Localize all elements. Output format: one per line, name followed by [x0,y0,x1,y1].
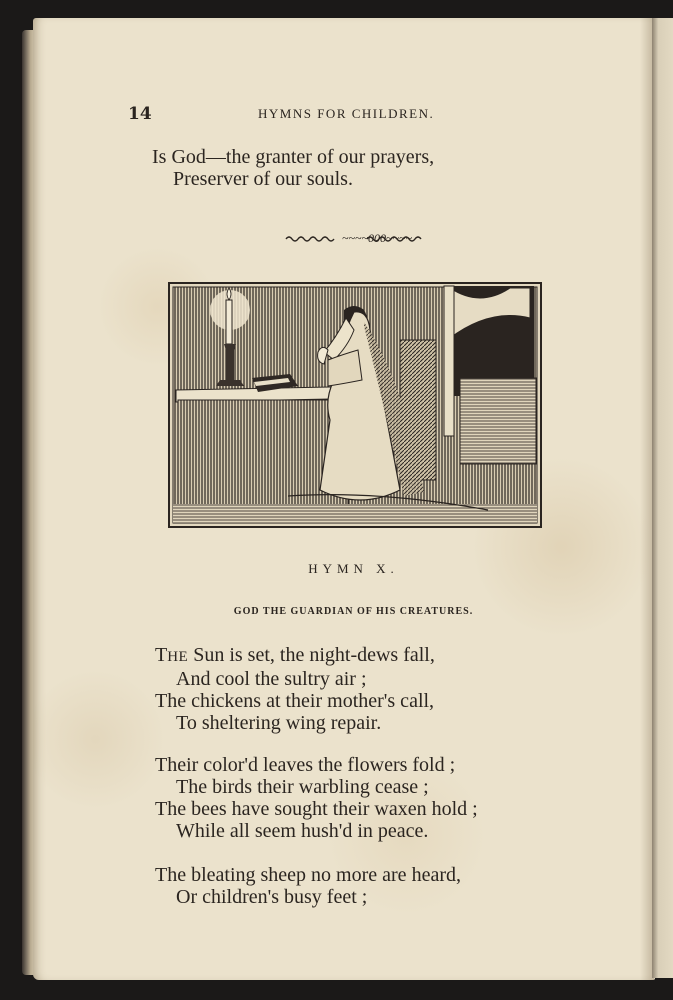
running-head [128,106,548,126]
verse-line: And cool the sultry air ; [176,668,367,690]
verse-line: To sheltering wing repair. [176,712,382,734]
verse-line-text: Sun is set, the night-dews fall, [193,644,435,666]
verse-line: Or children's busy feet ; [176,886,368,908]
verse-line: The bleating sheep no more are heard, [155,864,461,886]
facing-page-edge [652,18,673,978]
small-caps-rest: HE [167,649,189,665]
stanza-1 [155,644,435,734]
page-number: 14 [128,104,152,124]
verse-line [155,644,435,668]
hymn-number: HYMN X. [308,561,399,576]
hymn-title: GOD THE GUARDIAN OF HIS CREATURES. [233,606,474,617]
verse-line: Preserver of our souls. [173,168,353,190]
verse-line: The chickens at their mother's call, [155,690,435,712]
verse-line: The bees have sought their waxen hold ; [155,798,478,820]
drop-initial: T [155,644,168,666]
running-title: HYMNS FOR CHILDREN. [258,106,435,121]
verse-line: While all seem hush'd in peace. [176,820,429,842]
verse-line: Their color'd leaves the flowers fold ; [155,754,456,776]
stanza-3 [155,864,461,908]
woodcut-illustration [168,282,542,528]
ornament-text: ~~~~000~~~~ [342,231,412,245]
stanza-2 [155,754,478,842]
verse-line: The birds their warbling cease ; [176,776,429,798]
ornament-divider [284,230,429,246]
verse-line: Is God—the granter of our prayers, [152,146,435,168]
previous-stanza [152,146,434,190]
